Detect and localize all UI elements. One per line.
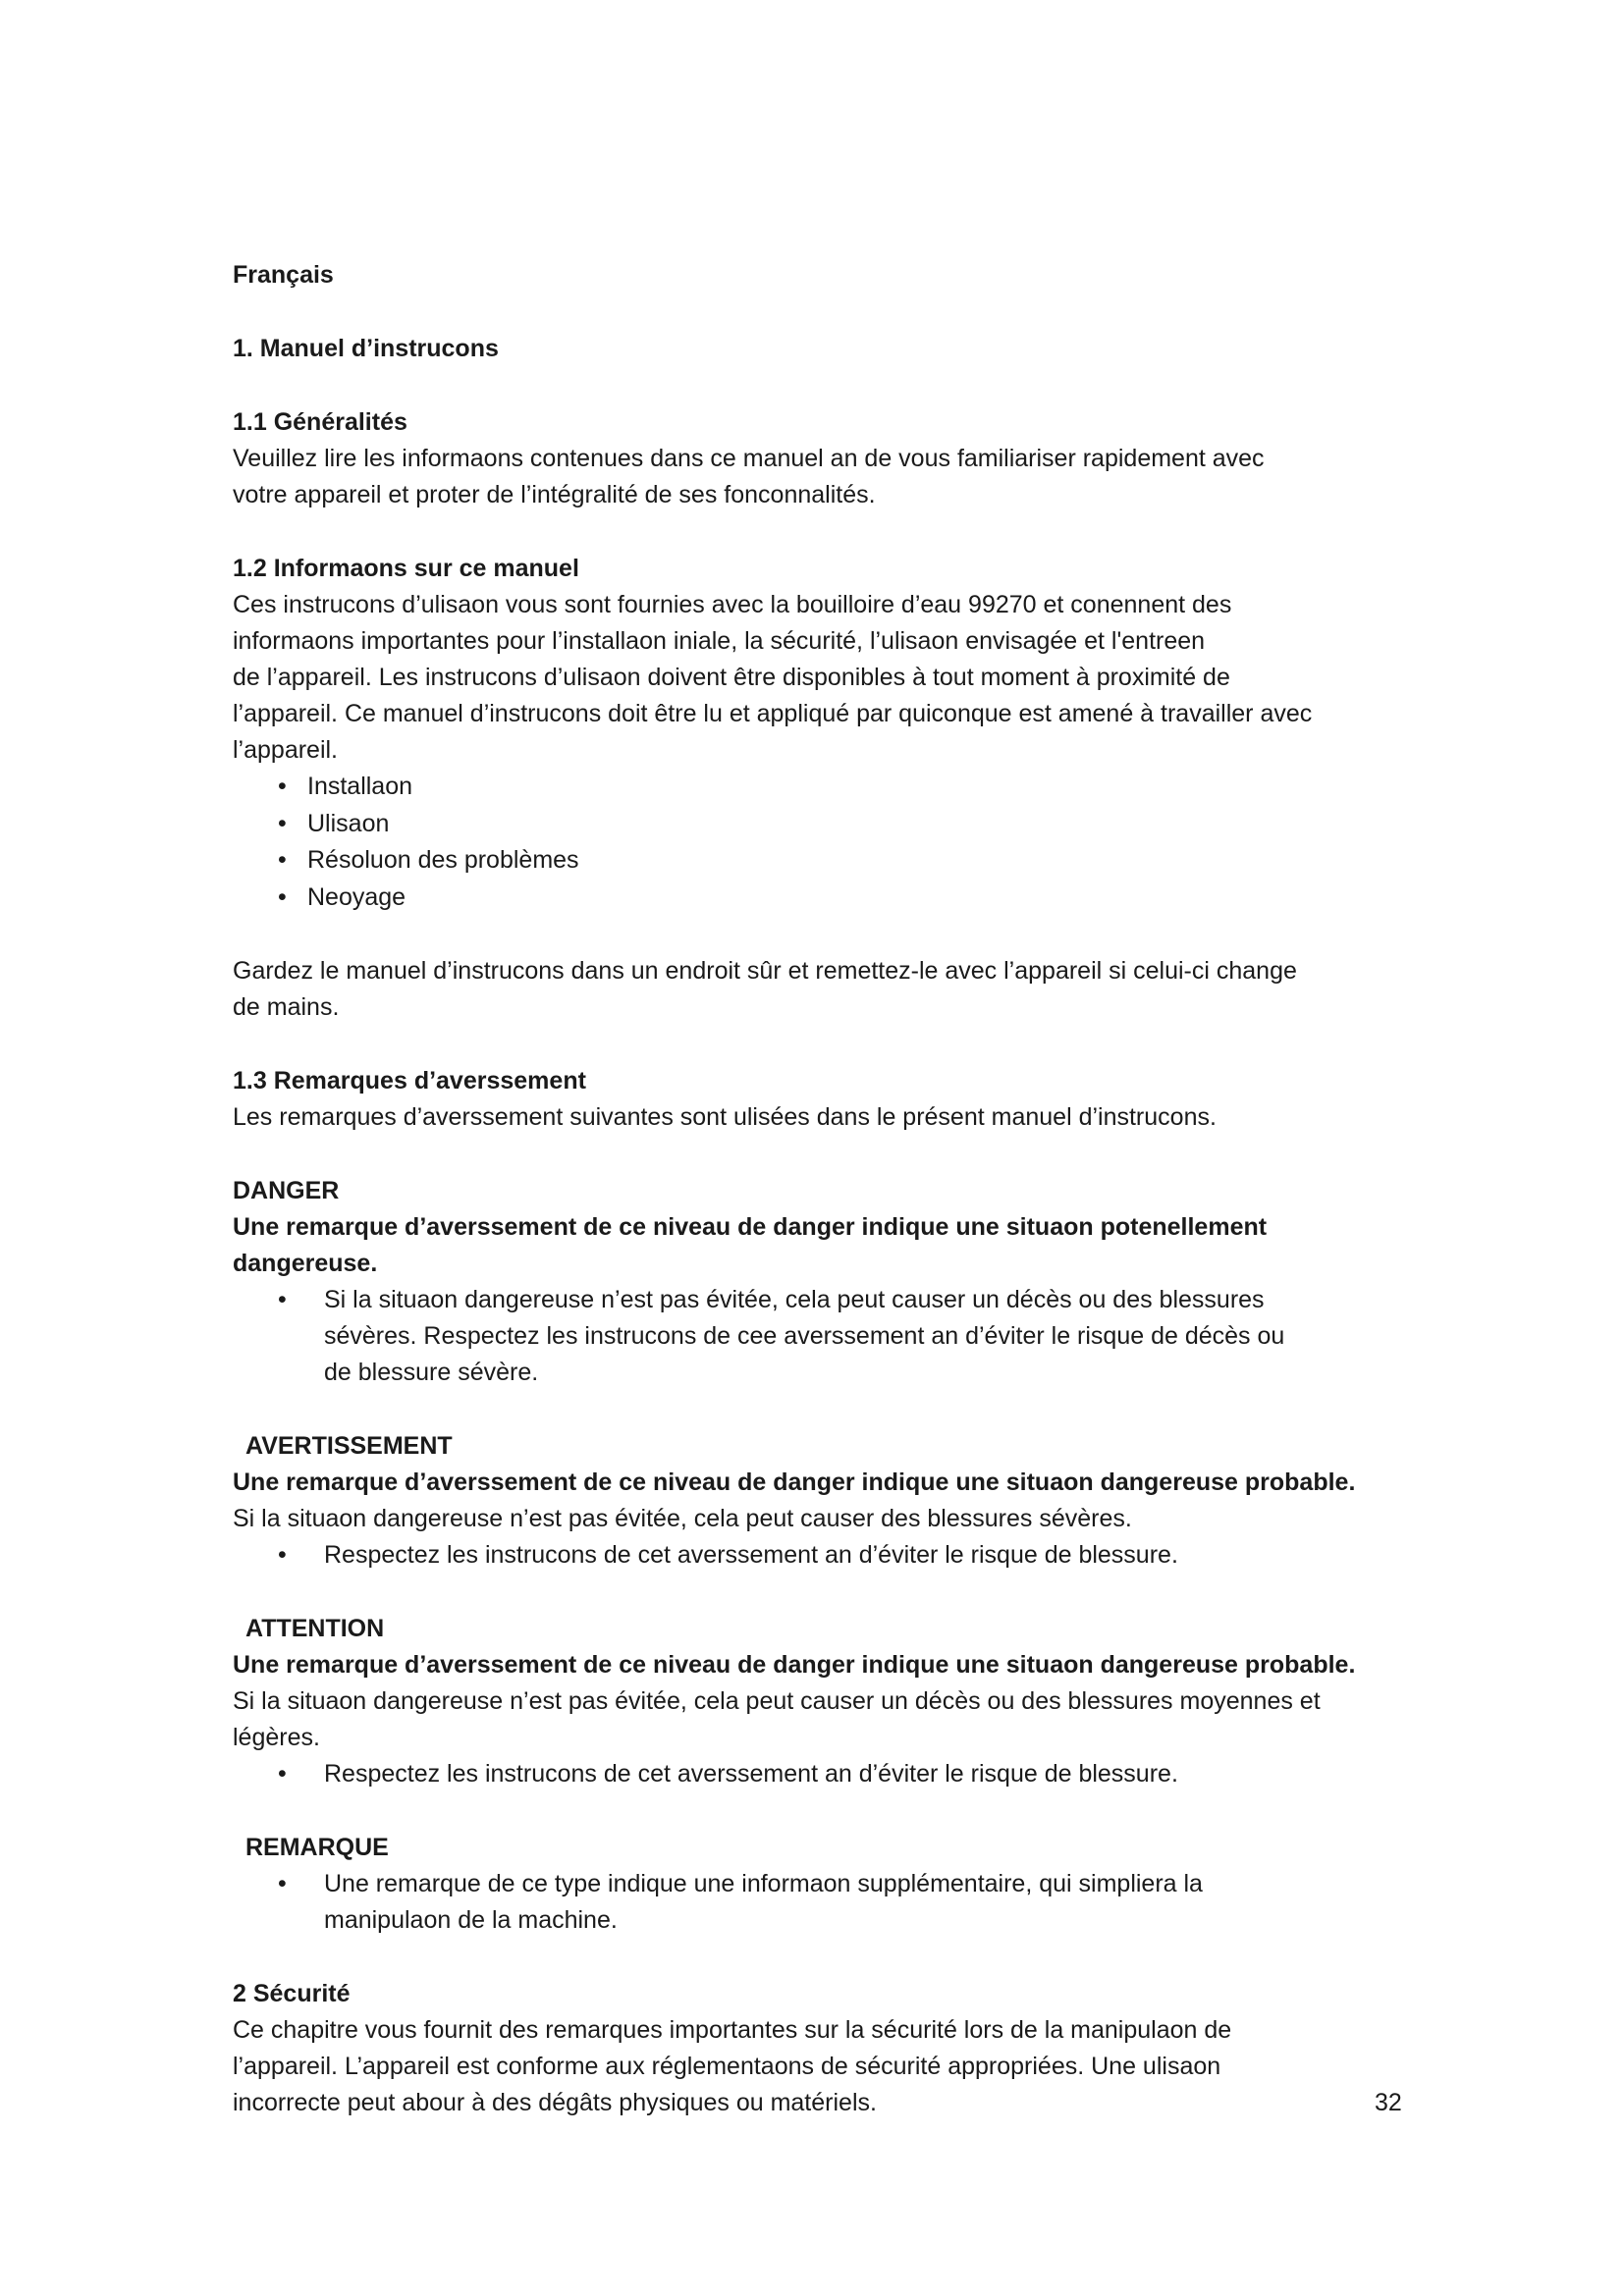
section-1-3-title: 1.3 Remarques d’averssement (233, 1067, 586, 1095)
section-1-2-line: l’appareil. Ce manuel d’instrucons doit être lu et appliqué par quiconque est amené à travailler avec (233, 700, 1313, 727)
section-1-1-line: Veuillez lire les informaons contenues dans ce manuel an de vous familiariser rapidement avec (233, 445, 1265, 472)
section-2-title: 2 Sécurité (233, 1980, 351, 2007)
list-item: • Installaon (278, 769, 1421, 806)
attention-line: Si la situaon dangereuse n’est pas évitée, cela peut causer un décès ou des blessures moyennes et (233, 1687, 1321, 1715)
section-1-2-line: Ces instrucons d’ulisaon vous sont fournies avec la bouilloire d’eau 99270 et conennent des (233, 591, 1232, 618)
list-item (278, 1866, 1421, 1939)
danger-bullet-list (233, 1282, 1421, 1391)
avertissement-line: Si la situaon dangereuse n’est pas évitée, cela peut causer des blessures sévères. (233, 1505, 1132, 1532)
section-1-3-line: Les remarques d’averssement suivantes sont ulisées dans le présent manuel d’instrucons. (233, 1103, 1217, 1131)
avertissement-label: AVERTISSEMENT (245, 1432, 453, 1460)
page-number: 32 (1375, 2089, 1402, 2116)
remarque-label: REMARQUE (245, 1834, 389, 1861)
attention-label: ATTENTION (245, 1615, 385, 1642)
remarque-bullet-line: Une remarque de ce type indique une informaon supplémentaire, qui simpliera la (324, 1870, 1203, 1897)
list-item: • Ulisaon (278, 806, 1421, 843)
attention-bold-line: Une remarque d’averssement de ce niveau de danger indique une situaon dangereuse probable. (233, 1651, 1356, 1679)
document-page (233, 257, 1421, 2121)
section-1-title: 1. Manuel d’instrucons (233, 335, 499, 362)
danger-bullet-line: sévères. Respectez les instrucons de cee averssement an d’éviter le risque de décès ou (324, 1322, 1285, 1350)
danger-bullet-line: de blessure sévère. (324, 1359, 539, 1386)
danger-label: DANGER (233, 1177, 340, 1204)
danger-bold-line: dangereuse. (233, 1250, 378, 1277)
list-item: • Résoluon des problèmes (278, 842, 1421, 880)
section-2-line: l’appareil. L’appareil est conforme aux réglementaons de sécurité appropriées. Une ulisaon (233, 2053, 1221, 2080)
list-item (278, 1282, 1421, 1391)
remarque-bullet-line: manipulaon de la machine. (324, 1906, 618, 1934)
section-1-2-line: l’appareil. (233, 736, 339, 764)
attention-bullet-list (233, 1756, 1421, 1792)
section-1-1-line: votre appareil et proter de l’intégralité de ses fonconnalités. (233, 481, 876, 508)
avertissement-bold-line: Une remarque d’averssement de ce niveau de danger indique une situaon dangereuse probable. (233, 1468, 1356, 1496)
remarque-bullet-list (233, 1866, 1421, 1939)
avertissement-bullet-list (233, 1537, 1421, 1574)
list-item: • Neoyage (278, 880, 1421, 917)
attention-line: légères. (233, 1724, 320, 1751)
danger-bullet-line: Si la situaon dangereuse n’est pas évitée, cela peut causer un décès ou des blessures (324, 1286, 1265, 1313)
language-heading: Français (233, 261, 334, 289)
list-item: • Respectez les instrucons de cet averssement an d’éviter le risque de blessure. (278, 1537, 1421, 1574)
section-1-2-bullet-list (233, 769, 1421, 916)
danger-bold-line: Une remarque d’averssement de ce niveau de danger indique une situaon potenellement (233, 1213, 1268, 1241)
list-item: • Respectez les instrucons de cet averssement an d’éviter le risque de blessure. (278, 1756, 1421, 1792)
section-2-line: incorrecte peut abour à des dégâts physiques ou matériels. (233, 2089, 877, 2116)
section-1-2-title: 1.2 Informaons sur ce manuel (233, 555, 579, 582)
section-1-2-line: de l’appareil. Les instrucons d’ulisaon doivent être disponibles à tout moment à proximité de (233, 664, 1230, 691)
section-1-2-line: informaons importantes pour l’installaon iniale, la sécurité, l’ulisaon envisagée et l'entreen (233, 627, 1206, 655)
section-1-2-after-line: Gardez le manuel d’instrucons dans un endroit sûr et remettez-le avec l’appareil si celui-ci change (233, 957, 1297, 985)
section-2-line: Ce chapitre vous fournit des remarques importantes sur la sécurité lors de la manipulaon de (233, 2016, 1232, 2044)
section-1-1-title: 1.1 Généralités (233, 408, 407, 436)
section-1-2-after-line: de mains. (233, 993, 340, 1021)
